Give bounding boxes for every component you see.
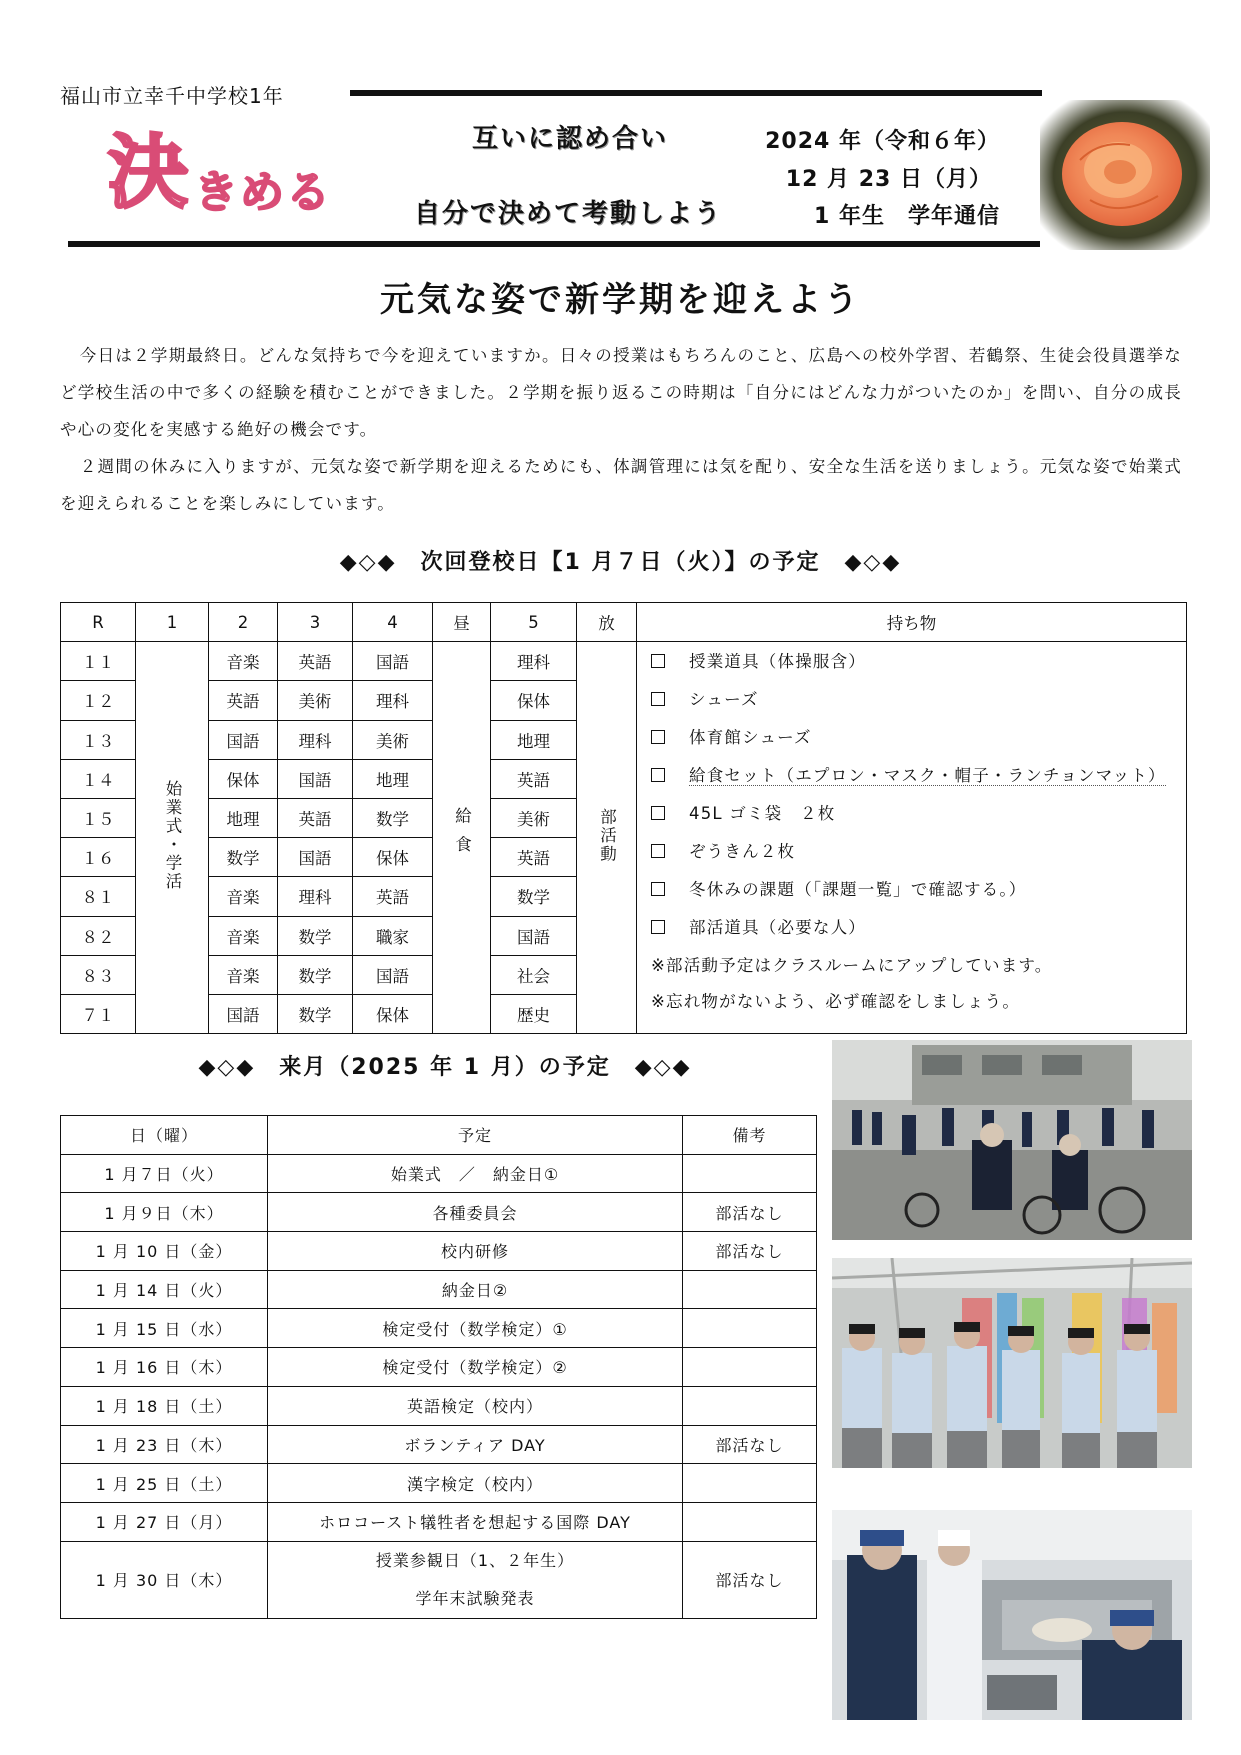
event-cell: 校内研修 (268, 1232, 683, 1271)
month-schedule-table (60, 1115, 817, 1619)
table-row (61, 1193, 817, 1232)
checkbox-icon (651, 768, 665, 782)
period3-cell: 英語 (278, 798, 353, 837)
list-item (651, 800, 835, 824)
date-cell: 1 月 27 日（月） (61, 1502, 268, 1541)
period3-cell: 美術 (278, 681, 353, 720)
belonging-text: 部活道具（必要な人） (689, 918, 866, 938)
newsletter-label: 1 年生 学年通信 (814, 204, 1000, 229)
class-cell: １４ (61, 759, 136, 798)
note-cell (683, 1348, 817, 1387)
period4-cell: 美術 (353, 720, 433, 759)
note-cell (683, 1270, 817, 1309)
class-cell: １６ (61, 838, 136, 877)
class-cell: １２ (61, 681, 136, 720)
period4-cell: 国語 (353, 955, 433, 994)
belonging-text: 冬休みの課題（「課題一覧」で確認する。） (689, 880, 1027, 900)
table-row (61, 1154, 817, 1193)
list-item (651, 762, 1166, 786)
period2-cell: 地理 (209, 798, 278, 837)
class-cell: ８３ (61, 955, 136, 994)
checkbox-icon (651, 654, 665, 668)
period5-cell: 歴史 (491, 994, 577, 1033)
period3-cell: 数学 (278, 994, 353, 1033)
table-row (61, 1541, 817, 1618)
table-row (61, 1348, 817, 1387)
period4-cell: 国語 (353, 642, 433, 681)
list-item (651, 914, 866, 938)
header-period-1: 1 (136, 603, 209, 642)
list-item (651, 876, 1027, 900)
period2-cell: 音楽 (209, 955, 278, 994)
table-row (61, 1386, 817, 1425)
date-cell: 1 月 23 日（木） (61, 1425, 268, 1464)
event-cell: 始業式 ／ 納金日① (268, 1154, 683, 1193)
period4-cell: 地理 (353, 759, 433, 798)
timetable-header-row (61, 603, 1187, 642)
period3-cell: 数学 (278, 955, 353, 994)
table-row (61, 1425, 817, 1464)
event-cell: 検定受付（数学検定）② (268, 1348, 683, 1387)
date-cell: 1 月 16 日（木） (61, 1348, 268, 1387)
period5-cell: 数学 (491, 877, 577, 916)
photo-cooking-class (832, 1510, 1192, 1720)
header-lunch: 昼 (433, 603, 491, 642)
note-line: ※忘れ物がないよう、必ず確認をしましょう。 (651, 992, 1021, 1012)
period5-cell: 英語 (491, 838, 577, 877)
period4-cell: 保体 (353, 838, 433, 877)
period3-cell: 理科 (278, 877, 353, 916)
period4-cell: 英語 (353, 877, 433, 916)
event-cell: 英語検定（校内） (268, 1386, 683, 1425)
period2-cell: 保体 (209, 759, 278, 798)
note-cell: 部活なし (683, 1541, 817, 1618)
logo-kana: きめる (194, 167, 332, 218)
period1-label: 始業式・学活 (163, 780, 182, 892)
period2-cell: 国語 (209, 720, 278, 759)
note-cell: 部活なし (683, 1232, 817, 1271)
period2-cell: 音楽 (209, 916, 278, 955)
table-row (61, 1270, 817, 1309)
date-cell: 1 月 30 日（木） (61, 1541, 268, 1618)
date-cell: 1 月７日（火） (61, 1154, 268, 1193)
newsletter-logo (108, 128, 368, 218)
event-cell: 納金日② (268, 1270, 683, 1309)
event-cell: ホロコースト犠牲者を想起する国際 DAY (268, 1502, 683, 1541)
belongings-cell (637, 642, 1187, 1034)
list-item (651, 648, 866, 672)
date-cell: 1 月 10 日（金） (61, 1232, 268, 1271)
checkbox-icon (651, 844, 665, 858)
belonging-text: 給食セット（エプロン・マスク・帽子・ランチョンマット） (689, 766, 1166, 786)
intro-paragraph-2: ２週間の休みに入りますが、元気な姿で新学期を迎えるためにも、体調管理には気を配り、安全な生活を送りましょう。元気な姿で始業式を迎えられることを楽しみにしています。 (60, 457, 1182, 513)
motto-line-2: 自分で決めて考動しよう (414, 199, 723, 229)
belonging-text: ぞうきん２枚 (689, 842, 796, 862)
belonging-text: 授業道具（体操服含） (689, 652, 866, 672)
header-after-school: 放 (577, 603, 637, 642)
header-belongings: 持ち物 (637, 603, 1187, 642)
class-cell: ８２ (61, 916, 136, 955)
bottom-rule (68, 241, 1042, 247)
period4-cell: 保体 (353, 994, 433, 1033)
list-item (651, 838, 795, 862)
event-cell (268, 1541, 683, 1618)
period2-cell: 英語 (209, 681, 278, 720)
note-line: ※部活動予定はクラスルームにアップしています。 (651, 956, 1053, 976)
top-rule (350, 90, 1042, 96)
lunch-label: 給食 (452, 807, 472, 865)
event-cell: 検定受付（数学検定）① (268, 1309, 683, 1348)
event-line-1: 授業参観日（1、２年生） (375, 1550, 575, 1570)
period3-cell: 英語 (278, 642, 353, 681)
class-cell: １５ (61, 798, 136, 837)
note-cell: 部活なし (683, 1425, 817, 1464)
class-cell: １１ (61, 642, 136, 681)
month-header-row (61, 1116, 817, 1155)
after-school-merged (577, 642, 637, 1034)
period3-cell: 国語 (278, 759, 353, 798)
lunch-merged (433, 642, 491, 1034)
main-headline: 元気な姿で新学期を迎えよう (380, 280, 861, 320)
date-cell: 1 月９日（木） (61, 1193, 268, 1232)
header-period-3: 3 (278, 603, 353, 642)
period5-cell: 社会 (491, 955, 577, 994)
class-cell: １３ (61, 720, 136, 759)
belonging-text: シューズ (689, 690, 759, 710)
issue-date: 12 月 23 日（月） (785, 167, 992, 192)
checkbox-icon (651, 920, 665, 934)
table-row (61, 1232, 817, 1271)
header-note: 備考 (683, 1116, 817, 1155)
event-cell: ボランティア DAY (268, 1425, 683, 1464)
period3-cell: 数学 (278, 916, 353, 955)
photo-students-group (832, 1258, 1192, 1468)
list-item (651, 686, 759, 710)
note-cell (683, 1502, 817, 1541)
table-row (61, 642, 1187, 681)
period4-cell: 理科 (353, 681, 433, 720)
checkbox-icon (651, 730, 665, 744)
month-title: ◆◇◆ 来月（2025 年 1 月）の予定 ◆◇◆ (198, 1055, 692, 1080)
period2-cell: 国語 (209, 994, 278, 1033)
issue-year: 2024 年（令和６年） (765, 129, 1000, 154)
period5-cell: 国語 (491, 916, 577, 955)
period2-cell: 音楽 (209, 877, 278, 916)
class-cell: ７１ (61, 994, 136, 1033)
period4-cell: 職家 (353, 916, 433, 955)
event-cell: 各種委員会 (268, 1193, 683, 1232)
list-item (651, 724, 812, 748)
school-name: 福山市立幸千中学校1年 (60, 84, 284, 108)
period5-cell: 理科 (491, 642, 577, 681)
table-row (61, 1502, 817, 1541)
note-cell (683, 1154, 817, 1193)
date-cell: 1 月 25 日（土） (61, 1464, 268, 1503)
header-period-2: 2 (209, 603, 278, 642)
intro-paragraph-1: 今日は２学期最終日。どんな気持ちで今を迎えていますか。日々の授業はもちろんのこと、広島への校外学習、若鶴祭、生徒会役員選挙など学校生活の中で多くの経験を積むことができました。２学期を振り返るこの時期は「自分にはどんな力がついたのか」を問い、自分の成長や心の変化を実感する絶好の機会です。 (60, 346, 1182, 439)
class-cell: ８１ (61, 877, 136, 916)
table-row (61, 1309, 817, 1348)
header-date: 日（曜） (61, 1116, 268, 1155)
logo-kanji: 決 (108, 126, 188, 219)
period5-cell: 保体 (491, 681, 577, 720)
period2-cell: 音楽 (209, 642, 278, 681)
event-line-2: 学年末試験発表 (415, 1588, 535, 1608)
note-cell (683, 1386, 817, 1425)
period5-cell: 地理 (491, 720, 577, 759)
period4-cell: 数学 (353, 798, 433, 837)
date-cell: 1 月 15 日（水） (61, 1309, 268, 1348)
table-row (61, 1464, 817, 1503)
next-day-title: ◆◇◆ 次回登校日【1 月７日（火）】の予定 ◆◇◆ (339, 550, 902, 575)
photo-students-arriving (832, 1040, 1192, 1240)
header-period-5: 5 (491, 603, 577, 642)
rose-photo (1040, 100, 1210, 250)
note-cell (683, 1309, 817, 1348)
intro-text (60, 337, 1182, 522)
checkbox-icon (651, 806, 665, 820)
period3-cell: 国語 (278, 838, 353, 877)
date-cell: 1 月 14 日（火） (61, 1270, 268, 1309)
period3-cell: 理科 (278, 720, 353, 759)
note-cell (683, 1464, 817, 1503)
header-event: 予定 (268, 1116, 683, 1155)
belonging-text: 45L ゴミ袋 ２枚 (689, 804, 836, 824)
checkbox-icon (651, 882, 665, 896)
checkbox-icon (651, 692, 665, 706)
belonging-text: 体育館シューズ (689, 728, 812, 748)
header-class: R (61, 603, 136, 642)
belongings-list (637, 642, 1186, 1024)
period5-cell: 英語 (491, 759, 577, 798)
period2-cell: 数学 (209, 838, 278, 877)
next-day-timetable (60, 602, 1187, 1034)
period5-cell: 美術 (491, 798, 577, 837)
event-cell: 漢字検定（校内） (268, 1464, 683, 1503)
date-cell: 1 月 18 日（土） (61, 1386, 268, 1425)
period1-merged (136, 642, 209, 1034)
after-school-label: 部活動 (597, 807, 617, 864)
header-period-4: 4 (353, 603, 433, 642)
motto-line-1: 互いに認め合い (472, 124, 669, 154)
note-cell: 部活なし (683, 1193, 817, 1232)
